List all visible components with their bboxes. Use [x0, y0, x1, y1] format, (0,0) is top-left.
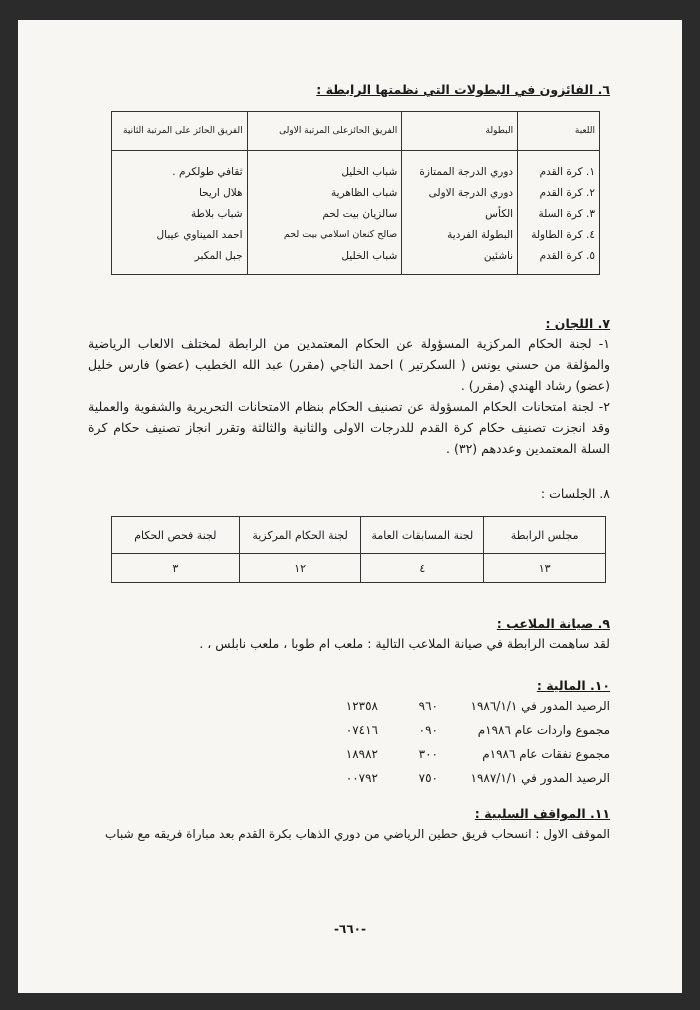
committee-paragraph-2: ٢- لجنة امتحانات الحكام المسؤولة عن تصنيف الحكام بنظام الامتحانات التحريرية والشفوية والعملية وقد انجزت تصنيف حكام كرة القدم للدرجات الاولى والثانية والثالثة وتقرر انجاز تصنيف حكام كرة السلة المعتمدين وعددهم (٣٢) .	[88, 399, 610, 456]
table-cell: احمد الميناوي عيبال	[112, 224, 248, 245]
table-cell: جبل المكبر	[112, 245, 248, 275]
table-row	[112, 554, 606, 583]
finance-value-fils: ٠٩٠	[418, 723, 438, 737]
finance-value-dinars: ٠٧٤١٦	[345, 723, 378, 737]
document-page	[18, 20, 682, 993]
table-cell: ناشئين	[402, 245, 518, 275]
table-cell: ١. كرة القدم	[518, 151, 600, 183]
list-item	[230, 718, 610, 742]
table-cell: سالزيان بيت لحم	[247, 203, 402, 224]
table-cell: ٣. كرة السلة	[518, 203, 600, 224]
finance-label: مجموع واردات عام ١٩٨٦م	[477, 723, 610, 737]
finance-value-fils: ٧٥٠	[418, 771, 438, 785]
col-header-second-place: الفريق الحائز على المرتبة الثانية	[112, 112, 248, 151]
finance-label: مجموع نفقات عام ١٩٨٦م	[482, 747, 610, 761]
sessions-table-header	[112, 517, 606, 554]
table-cell: ٤. كرة الطاولة	[518, 224, 600, 245]
table-cell: ١٣	[484, 554, 606, 583]
table-cell: ٥. كرة القدم	[518, 245, 600, 275]
page-number: -٦٦٠-	[334, 922, 366, 936]
table-cell: شباب الخليل	[247, 245, 402, 275]
negative-positions-text: الموقف الاول : انسحاب فريق حطين الرياضي من دوري الذهاب بكرة القدم بعد مباراة فريقه مع شباب	[105, 827, 610, 841]
table-row	[112, 182, 600, 203]
table-row	[112, 245, 600, 275]
col-header-referees-committee: لجنة الحكام المركزية	[239, 517, 361, 554]
finance-label: الرصيد المدور في ١٩٨٦/١/١	[470, 699, 610, 713]
table-cell: ثقافي طولكرم .	[112, 151, 248, 183]
committee-paragraph-1: ١- لجنة الحكام المركزية المسؤولة عن الحكام المعتمدين من الرابطة لمختلف الالعاب الرياضية والمؤلفة من حسني يونس ( السكرتير ) احمد الناجي (مقرر) عبد الله الخطيب (عضو) فارس خليل (عضو) رشاد الهندي (مقرر) .	[88, 336, 610, 393]
list-item	[230, 694, 610, 718]
section9-heading: ٩. صيانة الملاعب :	[496, 616, 610, 631]
table-cell: صالح كنعان اسلامي بيت لحم	[247, 224, 402, 245]
list-item	[230, 742, 610, 766]
section11-heading: ١١. المواقف السلبية :	[474, 806, 610, 821]
table-row	[112, 224, 600, 245]
section10-heading: ١٠. المالية :	[536, 678, 610, 693]
table-cell: ٣	[112, 554, 240, 583]
section7-heading: ٧. اللجان :	[545, 316, 610, 331]
table-cell: البطولة الفردية	[402, 224, 518, 245]
table-cell: ١٢	[239, 554, 361, 583]
stadium-maintenance-text: لقد ساهمت الرابطة في صيانة الملاعب التالية : ملعب ام طوبا ، ملعب نابلس ، .	[199, 636, 610, 651]
sessions-table	[111, 516, 606, 583]
col-header-competitions-committee: لجنة المسابقات العامة	[361, 517, 484, 554]
section6-heading: ٦. الفائزون في البطولات التي نظمتها الرابطة :	[316, 82, 610, 97]
table-cell: دوري الدرجة الاولى	[402, 182, 518, 203]
table-cell: ٤	[361, 554, 484, 583]
finance-value-fils: ٣٠٠	[418, 747, 438, 761]
winners-table-header	[112, 112, 600, 151]
col-header-championship: البطولة	[402, 112, 518, 151]
finance-value-fils: ٩٦٠	[418, 699, 438, 713]
table-row	[112, 203, 600, 224]
list-item	[230, 766, 610, 790]
finance-list	[230, 694, 610, 790]
table-cell: ٢. كرة القدم	[518, 182, 600, 203]
section8-heading: ٨. الجلسات :	[540, 486, 610, 501]
table-row	[112, 151, 600, 183]
table-cell: دوري الدرجة الممتازة	[402, 151, 518, 183]
finance-value-dinars: ١٨٩٨٢	[345, 747, 378, 761]
winners-table	[111, 111, 600, 275]
col-header-league-council: مجلس الرابطة	[484, 517, 606, 554]
finance-value-dinars: ١٢٣٥٨	[345, 699, 378, 713]
table-cell: شباب الظاهرية	[247, 182, 402, 203]
finance-value-dinars: ٠٠٧٩٢	[345, 771, 378, 785]
table-cell: شباب بلاطة	[112, 203, 248, 224]
col-header-referee-exam-committee: لجنة فحص الحكام	[112, 517, 240, 554]
table-cell: شباب الخليل	[247, 151, 402, 183]
table-cell: هلال اريحا	[112, 182, 248, 203]
col-header-first-place: الفريق الحائزعلى المرتبة الاولى	[247, 112, 402, 151]
col-header-game: اللعبة	[518, 112, 600, 151]
finance-label: الرصيد المدور في ١٩٨٧/١/١	[470, 771, 610, 785]
table-cell: الكأس	[402, 203, 518, 224]
